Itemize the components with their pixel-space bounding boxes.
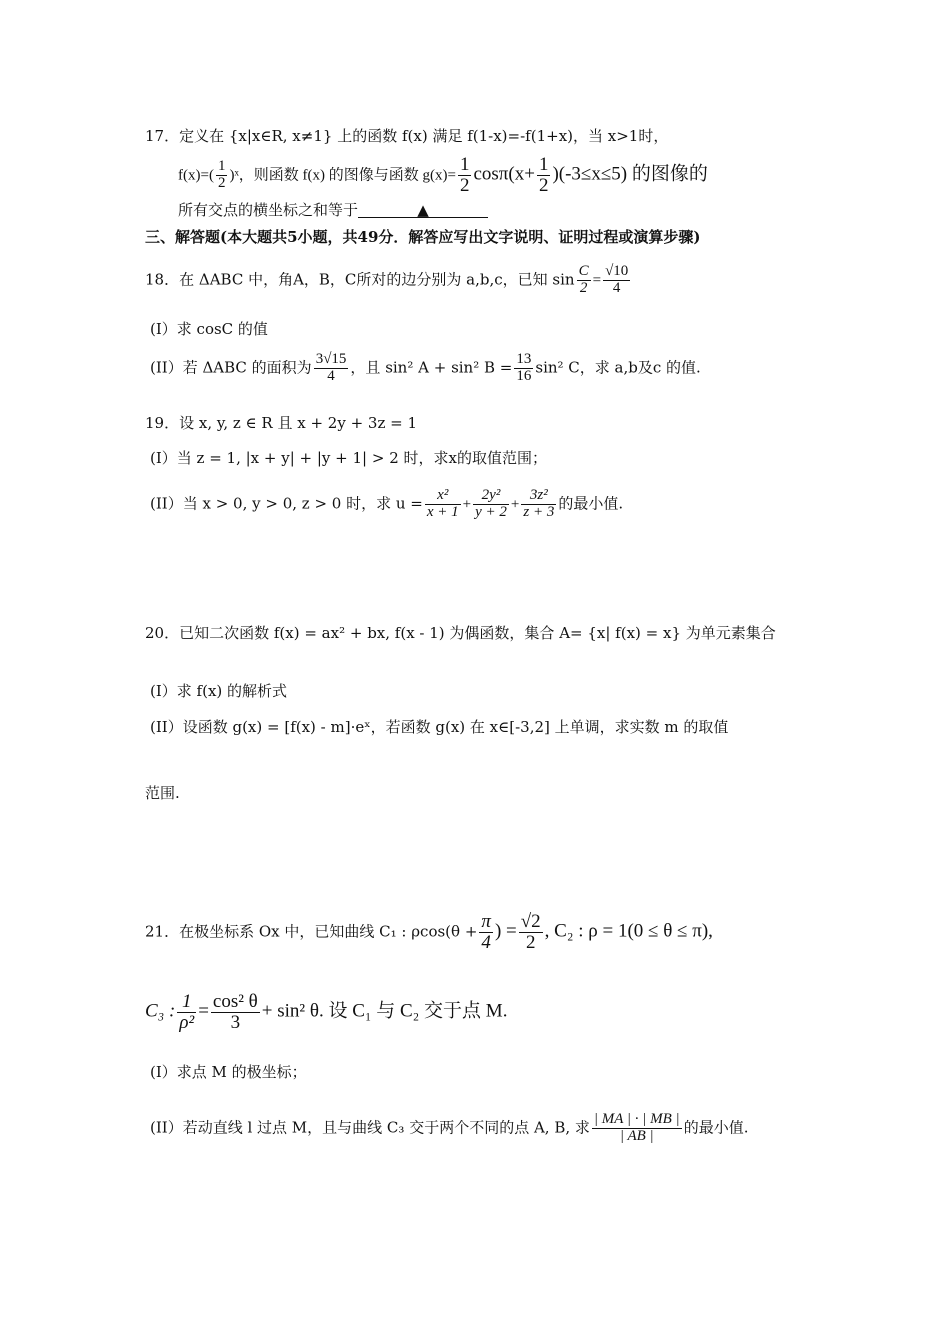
q21-part2 xyxy=(150,1112,748,1145)
q17-line3 xyxy=(178,201,488,219)
q21-sqrt2-fraction: $\frac{√2}{2}$ xyxy=(520,911,541,953)
q17-half-fraction: $\frac{1}{2}$ xyxy=(217,158,226,191)
q21-line1: 21．在极坐标系 Ox 中，已知曲线 C₁ : ρcos(θ + $\frac{\pi}{4}$ ) = $\frac{√2}{2}$ , C₂ : ρ = 1(0 ≤ θ ≤ π), xyxy=(145,911,713,953)
q18-area-fraction: $\frac{3√15}{4}$ xyxy=(315,351,347,384)
q18-part1: (I）求 cosC 的值 xyxy=(150,320,268,338)
q17-g-fraction: $\frac{1}{2}$ xyxy=(459,154,470,196)
q19-part2: (II）当 x > 0, y > 0, z > 0 时，求 u = $\frac{\text{x²}}{x + 1}$ + $\frac{\text{2y²}}{y + 2}$ + $\frac{\text{3z²}}{z + 3}$ 的最小值. xyxy=(150,487,624,520)
q18-line1-text: 18．在 ΔABC 中，角A，B，C所对的边分别为 a,b,c，已知 sin xyxy=(145,270,575,289)
q18-line1: 18．在 ΔABC 中，角A，B，C所对的边分别为 a,b,c，已知 sin $\frac{C}{2}$ = $\frac{√10}{4}$ xyxy=(145,263,629,296)
q20-part1: (I）求 f(x) 的解析式 xyxy=(150,682,288,700)
q19-part2-a: (II）当 x > 0, y > 0, z > 0 时，求 u = xyxy=(150,494,423,513)
q18-ratio-fraction: $\frac{13}{16}$ xyxy=(516,351,532,384)
q18-part2-b: ，且 sin² A + sin² B = xyxy=(350,358,513,377)
q18-c-half-fraction: $\frac{C}{2}$ xyxy=(578,263,589,296)
q17-line2 xyxy=(178,155,708,196)
q21-part2-b: 的最小值. xyxy=(683,1118,749,1137)
q21-line2: C₃ : $\frac{1}{\text{ρ²}}$ = $\frac{\text{cos² θ}}{3}$ + sin² θ. 设 C₁ 与 C₂ 交于点 M. xyxy=(145,991,508,1033)
q21-line1-c: , C₂ : ρ = 1(0 ≤ θ ≤ π), xyxy=(544,920,713,942)
q21-ratio-fraction: $\frac{| MA | \cdot | MB |}{| AB |}$ xyxy=(593,1111,680,1144)
q21-pi-fraction: $\frac{\pi}{4}$ xyxy=(481,911,491,953)
q21-line1-a: 21．在极坐标系 Ox 中，已知曲线 C₁ : ρcos(θ + xyxy=(145,922,478,941)
q17-line3-text: 所有交点的横坐标之和等于 xyxy=(178,201,359,219)
q21-cos-fraction: $\frac{\text{cos² θ}}{3}$ xyxy=(212,991,258,1033)
section-heading: 三、解答题(本大题共5小题，共49分．解答应写出文字说明、证明过程或演算步骤) xyxy=(145,228,701,246)
q18-part2-a: (II）若 ΔABC 的面积为 xyxy=(150,358,312,377)
q19-part1: (I）当 z = 1, |x + y| + |y + 1| > 2 时，求x的取值范围； xyxy=(150,449,547,467)
q19-fraction-x: $\frac{\text{x²}}{x + 1}$ xyxy=(426,487,459,520)
q17-f-def-b: )ˣ，则函数 f(x) 的图像与函数 g(x)= xyxy=(229,167,456,184)
q18-part2 xyxy=(150,352,701,385)
q20-line1: 20．已知二次函数 f(x) = ax² + bx, f(x - 1) 为偶函数，集合 A= {x| f(x) = x} 为单元素集合 xyxy=(145,624,776,642)
q20-part2-cont: 范围. xyxy=(145,784,180,802)
q17-line1 xyxy=(145,127,668,145)
q20-part2: (II）设函数 g(x) = [f(x) - m]·eˣ，若函数 g(x) 在 x∈[-3,2] 上单调，求实数 m 的取值 xyxy=(150,718,729,736)
q21-part2-a: (II）若动直线 l 过点 M，且与曲线 C₃ 交于两个不同的点 A, B, 求 xyxy=(150,1118,590,1137)
q21-part1: (I）求点 M 的极坐标； xyxy=(150,1063,307,1081)
q17-g-domain: )(-3≤x≤5) 的图像的 xyxy=(552,163,708,185)
q18-part2-c: sin² C，求 a,b及c 的值. xyxy=(535,358,701,377)
q17-line1-text: 17．定义在 {x|x∈R, x≠1} 上的函数 f(x) 满足 f(1-x)=-f(1+x)，当 x>1时， xyxy=(145,127,669,145)
q19-fraction-z: $\frac{\text{3z²}}{z + 3}$ xyxy=(523,487,555,520)
q21-rho-fraction: $\frac{1}{\text{ρ²}}$ xyxy=(179,991,195,1033)
q19-part2-b: 的最小值. xyxy=(558,494,624,513)
q17-f-def-a: f(x)=( xyxy=(178,167,214,184)
triangle-icon: ▲ xyxy=(417,201,429,219)
q19-fraction-y: $\frac{\text{2y²}}{y + 2}$ xyxy=(475,487,507,520)
q19-line1: 19．设 x, y, z ∈ R 且 x + 2y + 3z = 1 xyxy=(145,414,418,432)
q17-g-inner-fraction: $\frac{1}{2}$ xyxy=(538,154,549,196)
q21-c3-label: C₃ : xyxy=(145,1000,176,1022)
q17-g-cos: cosπ(x+ xyxy=(473,163,535,185)
q18-sqrt10-fraction: $\frac{√10}{4}$ xyxy=(605,263,629,296)
q17-answer-blank[interactable] xyxy=(358,201,488,218)
q21-line2-c: + sin² θ. 设 C₁ 与 C₂ 交于点 M. xyxy=(261,1000,508,1022)
